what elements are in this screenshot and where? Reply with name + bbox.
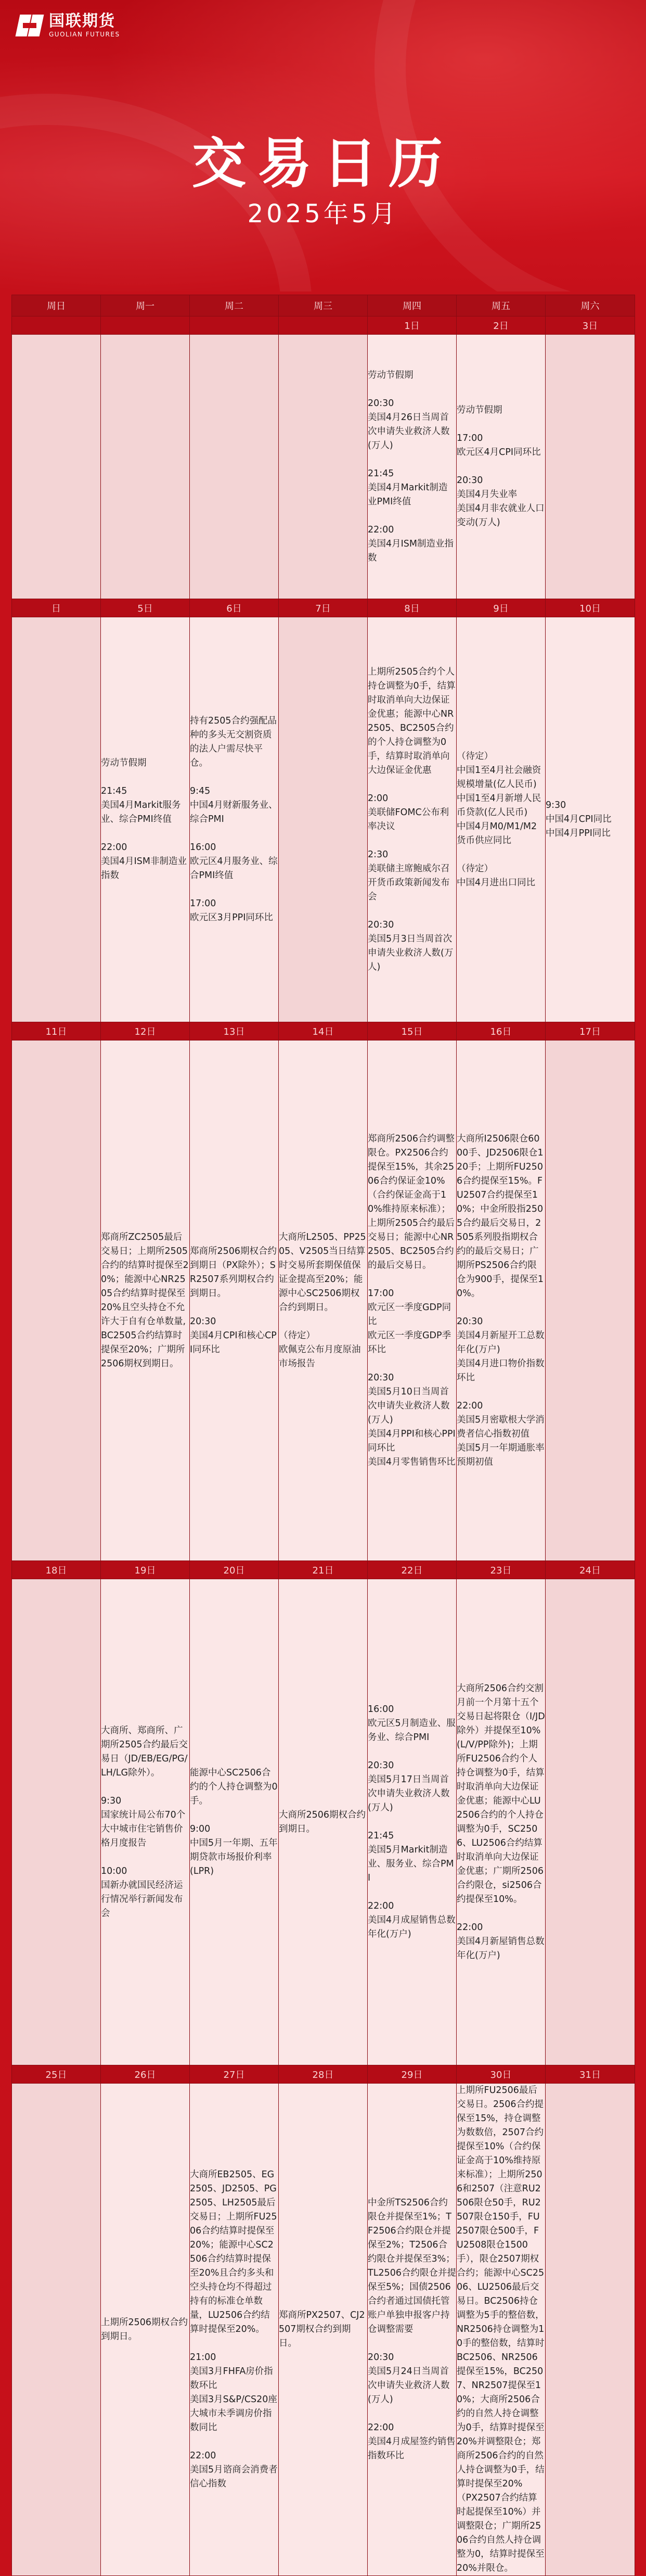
day-events-text: 上期所2506期权合约到期日。 xyxy=(101,2317,188,2342)
day-events-cell xyxy=(12,2084,101,2576)
day-events-cell xyxy=(12,617,101,1022)
day-events-cell xyxy=(546,1579,635,2065)
day-events-cell xyxy=(546,2084,635,2576)
day-events-cell xyxy=(190,617,279,1022)
day-events-cell xyxy=(279,2084,368,2576)
weekday-tue: 周二 xyxy=(190,295,279,316)
day-events-text: 能源中心SC2506合约的个人持仓调整为0手。 9:00 中国5月一年期、五年期贷款市场报价利率(LPR) xyxy=(190,1767,278,1876)
day-events-text: 劳动节假期 21:45 美国4月Markit服务业、综合PMI终值 22:00 美国4月ISM非制造业指数 xyxy=(101,758,187,881)
date-row xyxy=(12,2065,635,2084)
day-events-cell xyxy=(368,2084,457,2576)
brand-logo xyxy=(16,11,120,40)
day-date: 29日 xyxy=(368,2065,457,2084)
day-date: 23日 xyxy=(457,1561,546,1579)
day-date: 1日 xyxy=(368,316,457,335)
day-date: 2日 xyxy=(457,316,546,335)
event-row xyxy=(12,1579,635,2065)
day-events-cell xyxy=(368,617,457,1022)
day-events-text: 劳动节假期 20:30 美国4月26日当周首次申请失业救济人数(万人) 21:45 美国4月Markit制造业PMI终值 22:00 美国4月ISM制造业指数 xyxy=(368,370,454,563)
day-events-cell xyxy=(12,1579,101,2065)
day-date xyxy=(101,316,190,335)
page-title: 交易日历 xyxy=(191,131,454,195)
weekday-header xyxy=(12,295,635,316)
event-row xyxy=(12,1040,635,1561)
day-events-cell xyxy=(368,1579,457,2065)
day-date: 19日 xyxy=(101,1561,190,1579)
day-events-text: 大商所、郑商所、广期所2505合约最后交易日（JD/EB/EG/PG/LH/LG除外）。 9:30 国家统计局公布70个大中城市住宅销售价格月度报告 10:00 国新办就国民经济运行情况举行新闻发布会 xyxy=(101,1725,188,1919)
day-date: 14日 xyxy=(279,1022,368,1040)
logo-icon xyxy=(16,11,44,40)
day-date: 日 xyxy=(12,599,101,617)
day-events-text: 大商所L2505、PP2505、V2505当日结算时交易所套期保值保证金提高至20%；能源中心SC2506期权合约到期日。 （待定） 欧佩克公布月度原油市场报告 xyxy=(279,1232,366,1369)
day-date: 10日 xyxy=(546,599,635,617)
day-events-cell xyxy=(546,617,635,1022)
day-events-text: 持有2505合约强配品种的多头无交割资质的法人户需尽快平仓。 9:45 中国4月财新服务业、综合PMI 16:00 欧元区4月服务业、综合PMI终值 17:00 欧元区3月PPI同环比 xyxy=(190,716,278,923)
day-date: 22日 xyxy=(368,1561,457,1579)
day-events-cell xyxy=(190,1040,279,1561)
day-events-cell xyxy=(457,617,546,1022)
day-events-cell xyxy=(12,335,101,599)
event-row xyxy=(12,335,635,599)
day-events-cell xyxy=(279,617,368,1022)
day-events-cell xyxy=(279,1040,368,1561)
date-row xyxy=(12,1022,635,1040)
day-events-text: 大商所EB2505、EG2505、JD2505、PG2505、LH2505最后交易日；上期所FU2506合约结算时提保至20%；能源中心SC2506合约结算时提保至20%且合约多头和空头持仓均不得超过持有的标准仓单数量，LU2506合约结算时提保至20%。 21:00 美国3月FHFA房价指数环比 美国3月S&P/CS20座大城市未季调房价指数同比 22:00 美国5月谘商会消费者信心指数 xyxy=(190,2169,278,2489)
day-events-text: 劳动节假期 17:00 欧元区4月CPI同环比 20:30 美国4月失业率 美国4月非农就业人口变动(万人) xyxy=(457,405,545,528)
day-date: 25日 xyxy=(12,2065,101,2084)
weekday-sat: 周六 xyxy=(546,295,635,316)
day-events-cell xyxy=(190,335,279,599)
day-events-text: 大商所I2506限仓6000手、JD2506限仓120手；上期所FU2506合约提保至15%。FU2507合约提保至10%；中金所股指2505合约最后交易日，2505系列股指期权合约的最后交易日；广期所PS2506合约限仓为900手，提保至10%。 20:30 美国4月新屋开工总数年化(万户) 美国4月进口物价指数环比 22:00 美国5月密歇根大学消费者信心指数初值 美国5月一年期通胀率预期初值 xyxy=(457,1133,545,1467)
day-date: 12日 xyxy=(101,1022,190,1040)
day-events-cell xyxy=(457,2084,546,2576)
date-row xyxy=(12,599,635,617)
weekday-mon: 周一 xyxy=(101,295,190,316)
day-date: 16日 xyxy=(457,1022,546,1040)
day-events-text: 大商所2506期权合约到期日。 xyxy=(279,1809,366,1834)
day-events-text: 郑商所PX2507、CJ2507期权合约到期日。 xyxy=(279,2310,365,2349)
day-events-cell xyxy=(101,1579,190,2065)
day-date: 6日 xyxy=(190,599,279,617)
day-events-cell xyxy=(457,1579,546,2065)
day-date xyxy=(279,316,368,335)
day-events-text: 上期所2505合约个人持仓调整为0手，结算时取消单向大边保证金优惠；能源中心NR2505、BC2505合约的个人持仓调整为0手，结算时取消单向大边保证金优惠 2:00 美联储FOMC公布利率决议 2:30 美联储主席鲍威尔召开货币政策新闻发布会 20:30 美国5月3日当周首次申请失业救济人数(万人) xyxy=(368,666,456,972)
brand-name-cn: 国联期货 xyxy=(49,12,115,30)
day-events-text: 郑商所2506期权合约到期日（PX除外）；SR2507系列期权合约到期日。 20:30 美国4月CPI和核心CPI同环比 xyxy=(190,1246,277,1355)
day-date: 7日 xyxy=(279,599,368,617)
day-events-cell xyxy=(101,617,190,1022)
day-events-cell xyxy=(546,335,635,599)
brand-name-en: GUOLIAN FUTURES xyxy=(49,31,120,38)
day-date: 18日 xyxy=(12,1561,101,1579)
day-date: 11日 xyxy=(12,1022,101,1040)
weekday-thu: 周四 xyxy=(368,295,457,316)
event-row xyxy=(12,2084,635,2576)
trading-calendar xyxy=(11,295,635,2576)
day-date xyxy=(12,316,101,335)
day-date: 8日 xyxy=(368,599,457,617)
day-date: 21日 xyxy=(279,1561,368,1579)
day-events-text: 大商所2506合约交割月前一个月第十五个交易日起将限仓（I/JD除外）并提保至10%(L/V/PP除外)；上期所FU2506合约个人持仓调整为0手，结算时取消单向大边保证金优惠；能源中心LU2506合约的个人持仓调整为0手，SC2506、LU2506合约结算时取消单向大边保证金优惠；广期所2506合约限仓，si2506合约提保至10%。 22:00 美国4月新屋销售总数年化(万户) xyxy=(457,1683,545,1961)
day-date: 5日 xyxy=(101,599,190,617)
day-events-cell xyxy=(457,335,546,599)
day-date: 3日 xyxy=(546,316,635,335)
date-row xyxy=(12,1561,635,1579)
event-row xyxy=(12,617,635,1022)
day-events-cell xyxy=(190,2084,279,2576)
day-events-text: 郑商所2506合约调整限仓。PX2506合约提保至15%，其余2506合约保证金10%（合约保证金高于10%维持原来标准）；上期所2505合约最后交易日；能源中心NR2505、BC2505合约的最后交易日。 17:00 欧元区一季度GDP同比 欧元区一季度GDP季环比 20:30 美国5月10日当周首次申请失业救济人数(万人) 美国4月PPI和核心PPI同环比 美国4月零售销售环比 xyxy=(368,1133,456,1467)
day-date: 27日 xyxy=(190,2065,279,2084)
date-row xyxy=(12,316,635,335)
day-events-text: 郑商所ZC2505最后交易日；上期所2505合约的结算时提保至20%；能源中心NR2505合约结算时提保至20%且空头持仓不允许大于自有仓单数量,BC2505合约结算时提保至20%；广期所2506期权到期日。 xyxy=(101,1232,189,1369)
weekday-wed: 周三 xyxy=(279,295,368,316)
day-events-cell xyxy=(101,1040,190,1561)
day-date: 26日 xyxy=(101,2065,190,2084)
day-date: 9日 xyxy=(457,599,546,617)
day-date: 15日 xyxy=(368,1022,457,1040)
day-events-text: 9:30 中国4月CPI同比 中国4月PPI同比 xyxy=(546,800,612,839)
day-events-text: （待定） 中国1至4月社会融资规模增量(亿人民币) 中国1至4月新增人民币贷款(亿人民币) 中国4月M0/M1/M2货币供应同比 （待定） 中国4月进出口同比 xyxy=(457,751,541,888)
day-events-cell xyxy=(368,1040,457,1561)
day-date xyxy=(190,316,279,335)
day-date: 28日 xyxy=(279,2065,368,2084)
weekday-fri: 周五 xyxy=(457,295,546,316)
day-events-cell xyxy=(190,1579,279,2065)
day-events-cell xyxy=(279,335,368,599)
day-events-cell xyxy=(279,1579,368,2065)
day-events-cell xyxy=(101,2084,190,2576)
day-events-cell xyxy=(101,335,190,599)
day-events-text: 上期所FU2506最后交易日。2506合约提保至15%，持仓调整为数数倍，2507合约提保至10%（合约保证金高于10%维持原来标准）；上期所2506和2507（注意RU2506限仓50手，RU2507限仓150手，FU2507限仓500手，FU2508限仓1500手），限仓2507期权合约；能源中心SC2506、LU2506最后交易日。BC2506持仓调整为5手的整倍数，NR2506持仓调整为10手的整倍数，结算时BC2506、NR2506提保至15%，BC2507、NR2507提保至10%；大商所2506合约的自然人持仓调整为0手，结算时提保至20%并调整限仓；郑商所2506合约的自然人持仓调整为0手，结算时提保至20% （PX2507合约结算时起提保至10%）并调整限仓；广期所2506合约自然人持仓调整为0，结算时提保至20%并限仓。 xyxy=(457,2085,545,2573)
day-events-cell xyxy=(368,335,457,599)
day-events-cell xyxy=(457,1040,546,1561)
page-subtitle: 2025年5月 xyxy=(247,199,399,229)
day-events-text: 16:00 欧元区5月制造业、服务业、综合PMI 20:30 美国5月17日当周首次申请失业救济人数(万人) 21:45 美国5月Markit制造业、服务业、综合PMI 22:00 美国4月成屋销售总数年化(万户) xyxy=(368,1704,456,1939)
day-events-text: 中金所TS2506合约限仓并提保至1%；TF2506合约限仓并提保至2%；T2506合约限仓并提保至3%；TL2506合约限仓并提保至5%；国债2506合约者通过国债托管账户单独申报客户持仓调整需要 20:30 美国5月24日当周首次申请失业救济人数(万人) 22:00 美国4月成屋签约销售指数环比 xyxy=(368,2198,456,2461)
day-date: 31日 xyxy=(546,2065,635,2084)
weekday-sun: 周日 xyxy=(12,295,101,316)
day-events-cell xyxy=(12,1040,101,1561)
day-date: 20日 xyxy=(190,1561,279,1579)
day-date: 17日 xyxy=(546,1022,635,1040)
day-date: 13日 xyxy=(190,1022,279,1040)
day-events-cell xyxy=(546,1040,635,1561)
day-date: 30日 xyxy=(457,2065,546,2084)
day-date: 24日 xyxy=(546,1561,635,1579)
hero-banner xyxy=(0,0,646,291)
